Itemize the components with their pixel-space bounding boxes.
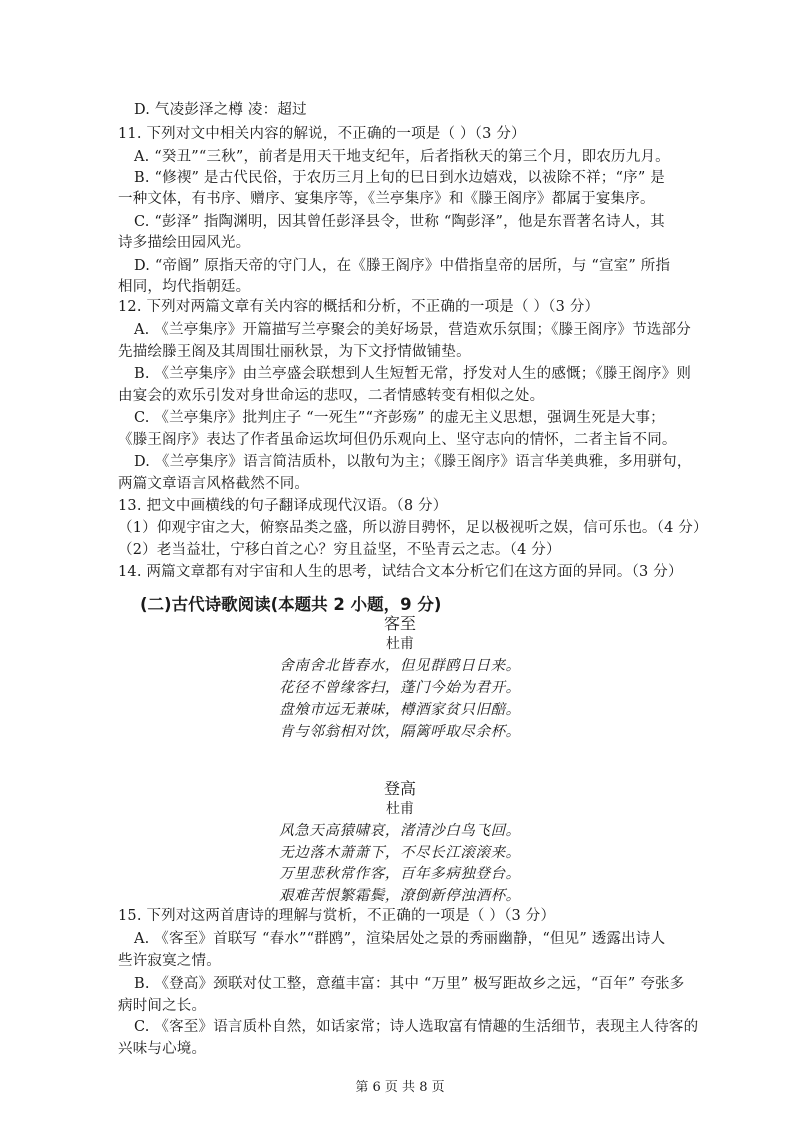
poem2-line: 无边落木萧萧下，不尽长江滚滚来。 [279,845,521,861]
q11-stem: 11. 下列对文中相关内容的解说，不正确的一项是（ ）（3 分） [118,126,526,142]
page-footer: 第 6 页 共 8 页 [355,1080,445,1095]
q12-option-d-line2: 两篇文章语言风格截然不同。 [118,476,310,492]
q12-option-d-line1: D. 《兰亭集序》语言简洁质朴，以散句为主；《滕王阁序》语言华美典雅，多用骈句， [134,454,692,470]
poem2-author: 杜甫 [386,801,414,817]
q12-option-c-line2: 《滕王阁序》表达了作者虽命运坎坷但仍乐观向上、坚守志向的情怀，二者主旨不同。 [118,432,677,448]
poem1-line: 舍南舍北皆春水，但见群鸥日日来。 [279,658,521,674]
q11-option-b-line2: 一种文体，有书序、赠序、宴集序等，《兰亭集序》和《滕王阁序》都属于宴集序。 [118,191,655,207]
q13-stem: 13. 把文中画横线的句子翻译成现代汉语。（8 分） [118,498,448,514]
q13-sentence-1: （1）仰观宇宙之大，俯察品类之盛，所以游目骋怀，足以极视听之娱，信可乐也。（4 分） [118,520,708,536]
q11-option-d-line1: D. “帝阍” 原指天帝的守门人，在《滕王阁序》中借指皇帝的居所，与 “宣室” 所指 [134,258,671,274]
q12-option-a-line1: A. 《兰亭集序》开篇描写兰亭聚会的美好场景，营造欢乐氛围；《滕王阁序》节选部分 [134,322,691,338]
q13-sentence-2: （2）老当益壮，宁移白首之心？穷且益坚，不坠青云之志。（4 分） [118,542,561,558]
q14-stem: 14. 两篇文章都有对宇宙和人生的思考，试结合文本分析它们在这方面的异同。（3 分） [118,564,683,580]
poem1-author: 杜甫 [386,636,414,652]
q11-option-c-line2: 诗多描绘田园风光。 [118,235,251,251]
q12-stem: 12. 下列对两篇文章有关内容的概括和分析，不正确的一项是（ ）（3 分） [118,299,600,315]
poem2-line: 风急天高猿啸哀，渚清沙白鸟飞回。 [279,823,521,839]
q11-option-c-line1: C. “彭泽” 指陶渊明，因其曾任彭泽县令，世称 “陶彭泽”，他是东晋著名诗人，其 [134,214,665,230]
q11-option-d-line2: 相同，均代指朝廷。 [118,279,251,295]
q12-option-b-line1: B. 《兰亭集序》由兰亭盛会联想到人生短暂无常，抒发对人生的感慨；《滕王阁序》则 [134,366,692,382]
poem1-title: 客至 [383,614,416,633]
poem2-line: 万里悲秋常作客，百年多病独登台。 [279,866,521,882]
poem2-title: 登高 [383,779,416,798]
section-title: (二)古代诗歌阅读(本题共 2 小题，9 分) [140,595,442,614]
q15-option-b-line1: B. 《登高》颈联对仗工整，意蕴丰富：其中 “万里” 极写距故乡之远，“百年” 夸张多 [134,976,685,992]
q12-option-c-line1: C. 《兰亭集序》批判庄子 “一死生”“齐彭殇” 的虚无主义思想，强调生死是大事； [134,410,665,426]
poem1-line: 花径不曾缘客扫，蓬门今始为君开。 [279,680,521,696]
q15-option-c-line1: C. 《客至》语言质朴自然，如话家常；诗人选取富有情趣的生活细节，表现主人待客的 [134,1019,699,1035]
q12-option-b-line2: 由宴会的欢乐引发对身世命运的悲叹，二者情感转变有相似之处。 [118,388,545,404]
q11-option-a: A. “癸丑”“三秋”，前者是用天干地支纪年，后者指秋天的第三个月，即农历九月。 [134,149,670,165]
poem1-line: 肯与邻翁相对饮，隔篱呼取尽余杯。 [279,724,521,740]
q15-option-a-line1: A. 《客至》首联写 “春水”“群鸥”，渲染居处之景的秀丽幽静，“但见” 透露出诗人 [134,931,666,947]
poem2-line: 艰难苦恨繁霜鬓，潦倒新停浊酒杯。 [279,888,521,904]
q11-option-b-line1: B. “修禊” 是古代民俗，于农历三月上旬的巳日到水边嬉戏，以祓除不祥；“序” 是 [134,170,665,186]
option-d-top: D. 气凌彭泽之樽 凌：超过 [134,102,307,118]
q15-option-b-line2: 病时间之长。 [118,998,207,1014]
poem1-line: 盘飧市远无兼味，樽酒家贫只旧醅。 [279,702,521,718]
q15-option-a-line2: 些许寂寞之情。 [118,953,221,969]
q15-stem: 15. 下列对这两首唐诗的理解与赏析，不正确的一项是（ ）（3 分） [118,908,556,924]
q12-option-a-line2: 先描绘滕王阁及其周围壮丽秋景，为下文抒情做铺垫。 [118,344,471,360]
q15-option-c-line2: 兴味与心境。 [118,1041,207,1057]
